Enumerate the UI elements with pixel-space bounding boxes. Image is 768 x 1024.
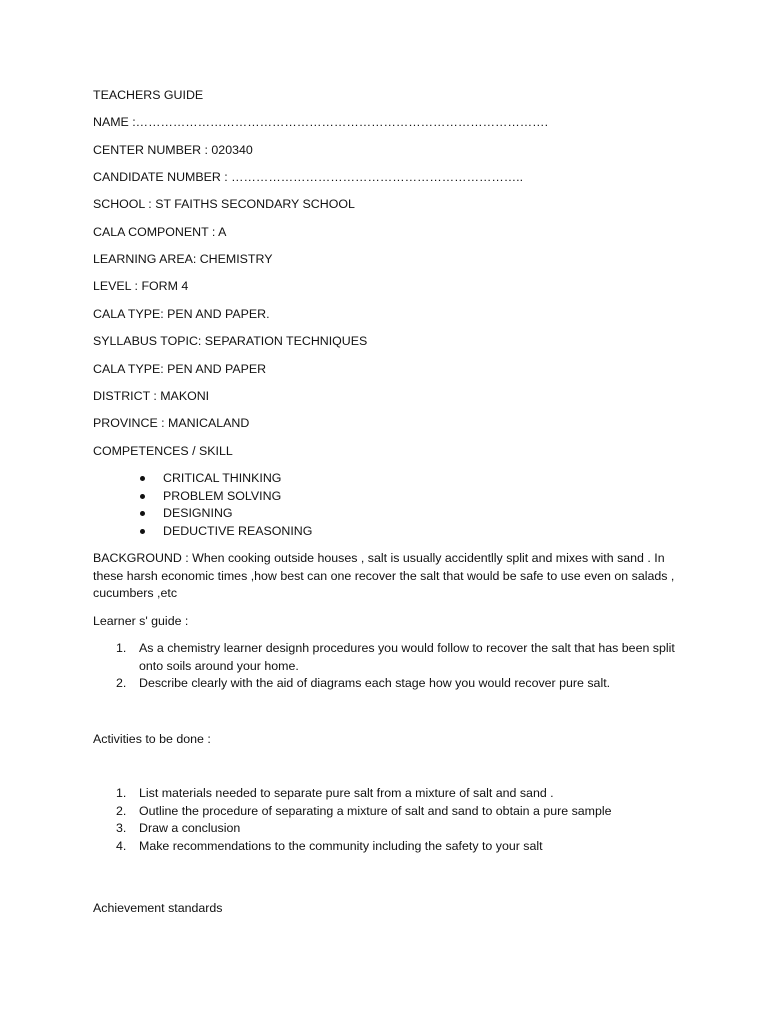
- list-item: 2. Outline the procedure of separating a mixture of salt and sand to obtain a pure sample: [116, 803, 612, 818]
- list-item: PROBLEM SOLVING: [93, 488, 312, 506]
- learners-guide-heading: Learner s' guide :: [93, 614, 189, 628]
- activities-list: [93, 785, 683, 855]
- bullet-icon: [140, 529, 145, 534]
- candidate-number: CANDIDATE NUMBER : ……………………………………………………………..: [93, 170, 524, 184]
- center-number: CENTER NUMBER : 020340: [93, 143, 253, 157]
- learning-area: LEARNING AREA: CHEMISTRY: [93, 252, 273, 266]
- school: SCHOOL : ST FAITHS SECONDARY SCHOOL: [93, 197, 355, 211]
- list-item: 2. Describe clearly with the aid of diagrams each stage how you would recover pure salt.: [116, 676, 611, 691]
- competences-heading: COMPETENCES / SKILL: [93, 444, 233, 458]
- syllabus-topic: SYLLABUS TOPIC: SEPARATION TECHNIQUES: [93, 334, 368, 348]
- list-item: DESIGNING: [93, 505, 312, 523]
- cala-component: CALA COMPONENT : A: [93, 225, 227, 239]
- cala-type: CALA TYPE: PEN AND PAPER.: [93, 307, 270, 321]
- document-title: TEACHERS GUIDE: [93, 88, 204, 102]
- list-item: 3. Draw a conclusion: [116, 821, 241, 836]
- name-field: NAME :……………………………………………………………………………………….: [93, 115, 549, 129]
- cala-type-repeat: CALA TYPE: PEN AND PAPER: [93, 362, 267, 376]
- competences-list: [93, 470, 312, 541]
- province: PROVINCE : MANICALAND: [93, 416, 250, 430]
- bullet-icon: [140, 494, 145, 499]
- achievement-standards-heading: Achievement standards: [93, 901, 223, 915]
- list-item: DEDUCTIVE REASONING: [93, 523, 312, 541]
- bullet-icon: [140, 476, 145, 481]
- district: DISTRICT : MAKONI: [93, 389, 210, 403]
- list-item: CRITICAL THINKING: [93, 470, 312, 488]
- list-item: 4. Make recommendations to the community including the safety to your salt: [116, 838, 543, 853]
- bullet-icon: [140, 511, 145, 516]
- background-paragraph: BACKGROUND : When cooking outside houses , salt is usually accidentlly split and mixes with sand . In these harsh economic times ,how best can one recover the salt that would be safe to use even on salads , cucumbers ,etc: [93, 551, 675, 601]
- list-item: 1. List materials needed to separate pure salt from a mixture of salt and sand .: [116, 786, 554, 800]
- list-item: 1. As a chemistry learner designh procedures you would follow to recover the salt that has been split onto soils around your home.: [116, 641, 675, 673]
- activities-heading: Activities to be done :: [93, 732, 211, 746]
- learners-guide-list: [93, 640, 683, 693]
- level: LEVEL : FORM 4: [93, 279, 189, 293]
